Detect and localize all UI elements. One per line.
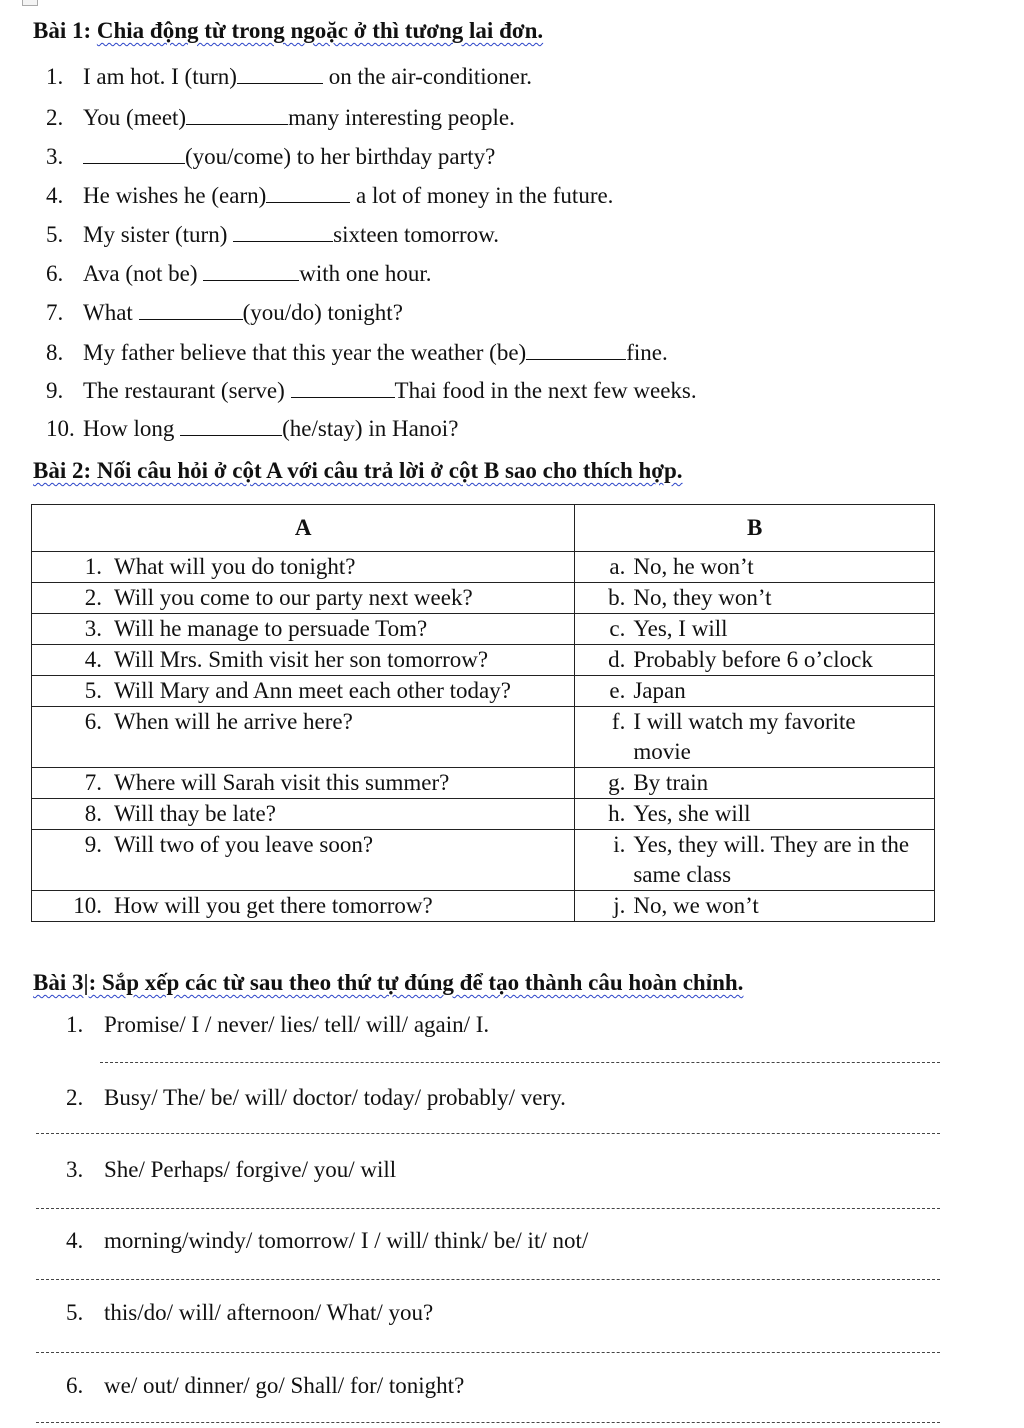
item-text-before: He wishes he (earn) bbox=[83, 183, 267, 208]
question-cell bbox=[32, 614, 575, 645]
item-text-after: (you/do) tonight? bbox=[242, 300, 403, 325]
item-text: She/ Perhaps/ forgive/ you/ will bbox=[104, 1157, 397, 1182]
item-number: 10. bbox=[46, 416, 75, 441]
answer-blank[interactable] bbox=[180, 417, 282, 436]
question-number: 5. bbox=[84, 678, 102, 703]
item-number: 5. bbox=[66, 1300, 84, 1325]
question-text: Where will Sarah visit this summer? bbox=[114, 770, 450, 795]
answer-cell bbox=[575, 676, 935, 707]
question-text: What will you do tonight? bbox=[114, 554, 356, 579]
question-text: Will thay be late? bbox=[114, 801, 276, 826]
question-number: 9. bbox=[84, 832, 102, 857]
exercise-1-item bbox=[46, 105, 515, 131]
exercise-1-item bbox=[46, 183, 613, 209]
exercise-1-item bbox=[46, 144, 495, 170]
question-cell bbox=[32, 891, 575, 922]
item-text-after: with one hour. bbox=[299, 261, 432, 286]
item-text-before: How long bbox=[83, 416, 181, 441]
exercise-3-title-main: : Sắp xếp các từ sau theo thứ tự đúng để tạo thành câu hoàn chỉnh. bbox=[88, 970, 744, 995]
item-text-after: (you/come) to her birthday party? bbox=[185, 144, 496, 169]
answer-letter: c. bbox=[609, 616, 626, 641]
answer-letter: f. bbox=[611, 709, 626, 734]
exercise-1-title bbox=[33, 18, 543, 44]
item-text-before: The restaurant (serve) bbox=[83, 378, 291, 403]
answer-blank[interactable] bbox=[233, 223, 333, 242]
exercise-3-item bbox=[66, 1157, 396, 1183]
item-text-after: fine. bbox=[626, 340, 668, 365]
table-row bbox=[32, 583, 935, 614]
answer-cell bbox=[575, 583, 935, 614]
column-a-header: A bbox=[32, 505, 575, 552]
question-text: How will you get there tomorrow? bbox=[114, 893, 433, 918]
answer-cell bbox=[575, 645, 935, 676]
item-number: 4. bbox=[46, 183, 64, 208]
item-text-before: Ava (not be) bbox=[83, 261, 204, 286]
answer-letter: h. bbox=[608, 801, 626, 826]
item-text-after: (he/stay) in Hanoi? bbox=[282, 416, 459, 441]
item-text-after: on the air-conditioner. bbox=[322, 64, 532, 89]
item-text-before: You (meet) bbox=[83, 105, 187, 130]
item-text-after: Thai food in the next few weeks. bbox=[394, 378, 697, 403]
exercise-3-title-prefix: Bài 3 bbox=[33, 970, 84, 995]
item-text-before: What bbox=[83, 300, 139, 325]
exercise-1-item bbox=[46, 300, 403, 326]
exercise-1-item bbox=[46, 378, 697, 404]
item-text-after: many interesting people. bbox=[288, 105, 515, 130]
answer-letter: e. bbox=[609, 678, 626, 703]
column-b-header: B bbox=[575, 505, 935, 552]
answer-letter: g. bbox=[608, 770, 626, 795]
question-text: Will he manage to persuade Tom? bbox=[114, 616, 428, 641]
answer-text: No, he won’t bbox=[633, 554, 754, 579]
answer-letter: b. bbox=[608, 585, 626, 610]
question-number: 6. bbox=[84, 709, 102, 734]
table-row bbox=[32, 552, 935, 583]
answer-cell bbox=[575, 799, 935, 830]
question-cell bbox=[32, 830, 575, 891]
answer-cell bbox=[575, 614, 935, 645]
item-number: 2. bbox=[66, 1085, 84, 1110]
item-text: Promise/ I / never/ lies/ tell/ will/ again/ I. bbox=[104, 1012, 490, 1037]
corner-marker bbox=[22, 0, 38, 6]
table-row bbox=[32, 614, 935, 645]
question-text: Will Mary and Ann meet each other today? bbox=[114, 678, 511, 703]
item-text: this/do/ will/ afternoon/ What/ you? bbox=[104, 1300, 434, 1325]
item-number: 2. bbox=[46, 105, 64, 130]
answer-line[interactable] bbox=[36, 1422, 940, 1423]
exercise-1-title-main: Chia động từ trong ngoặc ở thì tương lai đơn. bbox=[96, 18, 544, 43]
item-text-before: My sister (turn) bbox=[83, 222, 234, 247]
question-number: 7. bbox=[84, 770, 102, 795]
table-row bbox=[32, 799, 935, 830]
exercise-1-item bbox=[46, 340, 668, 366]
item-number: 9. bbox=[46, 378, 64, 403]
question-cell bbox=[32, 645, 575, 676]
item-text-after: sixteen tomorrow. bbox=[333, 222, 499, 247]
answer-line[interactable] bbox=[36, 1279, 940, 1280]
answer-cell bbox=[575, 768, 935, 799]
question-number: 10. bbox=[73, 893, 102, 918]
question-number: 1. bbox=[84, 554, 102, 579]
answer-letter: a. bbox=[609, 554, 626, 579]
question-text: Will you come to our party next week? bbox=[114, 585, 473, 610]
question-cell bbox=[32, 676, 575, 707]
question-cell bbox=[32, 707, 575, 768]
exercise-1-title-prefix: Bài 1: bbox=[33, 18, 97, 43]
exercise-3-title-separator: | bbox=[83, 970, 89, 995]
answer-text: Yes, she will bbox=[633, 801, 751, 826]
answer-text: By train bbox=[633, 770, 709, 795]
table-header-row bbox=[32, 505, 935, 552]
answer-cell bbox=[575, 891, 935, 922]
item-number: 6. bbox=[46, 261, 64, 286]
table-row bbox=[32, 645, 935, 676]
question-text: Will Mrs. Smith visit her son tomorrow? bbox=[114, 647, 489, 672]
exercise-3-item bbox=[66, 1228, 588, 1254]
question-text: Will two of you leave soon? bbox=[114, 832, 374, 857]
answer-text: No, they won’t bbox=[633, 585, 772, 610]
item-number: 7. bbox=[46, 300, 64, 325]
answer-blank[interactable] bbox=[139, 301, 243, 320]
question-text: When will he arrive here? bbox=[114, 709, 353, 734]
item-text-before: My father believe that this year the weather (be) bbox=[83, 340, 527, 365]
exercise-3-item bbox=[66, 1373, 464, 1399]
question-cell bbox=[32, 583, 575, 614]
item-number: 3. bbox=[46, 144, 64, 169]
question-cell bbox=[32, 768, 575, 799]
item-text: morning/windy/ tomorrow/ I / will/ think/ be/ it/ not/ bbox=[104, 1228, 589, 1253]
answer-blank[interactable] bbox=[526, 341, 626, 360]
answer-letter: i. bbox=[613, 832, 626, 857]
item-number: 6. bbox=[66, 1373, 84, 1398]
exercise-1-item bbox=[46, 416, 458, 442]
question-cell bbox=[32, 552, 575, 583]
answer-line[interactable] bbox=[36, 1208, 940, 1209]
item-number: 5. bbox=[46, 222, 64, 247]
exercise-3-item bbox=[66, 1085, 566, 1111]
item-number: 8. bbox=[46, 340, 64, 365]
answer-blank[interactable] bbox=[186, 106, 288, 125]
answer-text: Probably before 6 o’clock bbox=[633, 647, 873, 672]
question-number: 3. bbox=[84, 616, 102, 641]
table-row bbox=[32, 676, 935, 707]
answer-line[interactable] bbox=[100, 1062, 940, 1063]
answer-cell bbox=[575, 552, 935, 583]
table-row bbox=[32, 768, 935, 799]
item-number: 1. bbox=[46, 64, 64, 89]
question-number: 2. bbox=[84, 585, 102, 610]
exercise-3-item bbox=[66, 1300, 433, 1326]
exercise-1-item bbox=[46, 64, 532, 90]
answer-letter: j. bbox=[613, 893, 626, 918]
exercise-1-item bbox=[46, 261, 432, 287]
answer-blank[interactable] bbox=[291, 379, 395, 398]
question-number: 8. bbox=[84, 801, 102, 826]
answer-text: I will watch my favorite movie bbox=[633, 709, 856, 764]
answer-blank[interactable] bbox=[266, 184, 350, 203]
answer-cell bbox=[575, 707, 935, 768]
answer-text: No, we won’t bbox=[633, 893, 759, 918]
item-text-before: I am hot. I (turn) bbox=[83, 64, 237, 89]
answer-blank[interactable] bbox=[83, 145, 185, 164]
table-row bbox=[32, 891, 935, 922]
item-number: 3. bbox=[66, 1157, 84, 1182]
table-row bbox=[32, 707, 935, 768]
exercise-3-title bbox=[33, 970, 743, 996]
answer-line[interactable] bbox=[36, 1133, 940, 1134]
item-number: 1. bbox=[66, 1012, 84, 1037]
answer-blank[interactable] bbox=[203, 262, 299, 281]
answer-cell bbox=[575, 830, 935, 891]
question-number: 4. bbox=[84, 647, 102, 672]
question-cell bbox=[32, 799, 575, 830]
exercise-2-title-text: Bài 2: Nối câu hỏi ở cột A với câu trả lời ở cột B sao cho thích hợp. bbox=[33, 458, 683, 483]
exercise-3-item bbox=[66, 1012, 489, 1038]
item-text: Busy/ The/ be/ will/ doctor/ today/ probably/ very. bbox=[104, 1085, 566, 1110]
answer-letter: d. bbox=[608, 647, 626, 672]
answer-text: Yes, they will. They are in the same class bbox=[633, 832, 910, 887]
answer-blank[interactable] bbox=[237, 65, 323, 84]
item-number: 4. bbox=[66, 1228, 84, 1253]
matching-table bbox=[31, 504, 935, 922]
answer-text: Japan bbox=[633, 678, 686, 703]
item-text-after: a lot of money in the future. bbox=[350, 183, 614, 208]
item-text: we/ out/ dinner/ go/ Shall/ for/ tonight? bbox=[104, 1373, 465, 1398]
answer-text: Yes, I will bbox=[633, 616, 728, 641]
answer-line[interactable] bbox=[36, 1352, 940, 1353]
table-row bbox=[32, 830, 935, 891]
exercise-2-title bbox=[33, 458, 683, 484]
exercise-1-item bbox=[46, 222, 499, 248]
